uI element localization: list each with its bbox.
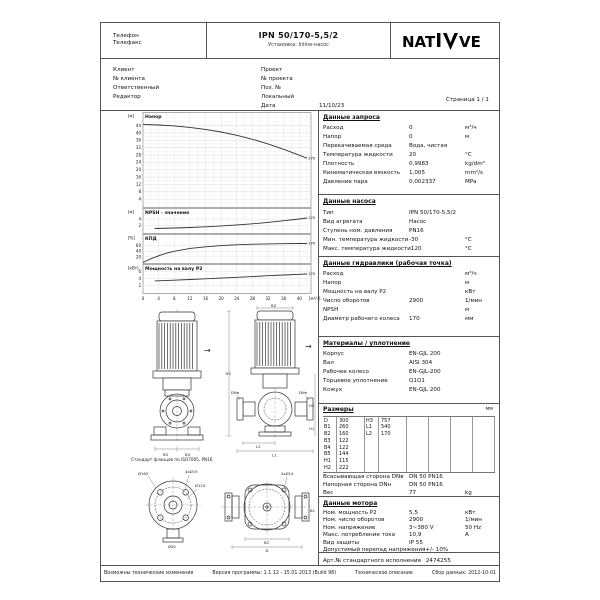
row-value: PN16 xyxy=(409,228,424,234)
row-unit: °C xyxy=(465,151,472,158)
data-column xyxy=(318,111,499,565)
row-value: 1,005 xyxy=(409,169,426,176)
section-pump xyxy=(319,195,499,257)
page-subtitle: Установка: Inline-насос xyxy=(268,41,329,48)
dims-cell: B1 xyxy=(324,424,331,431)
svg-text:16: 16 xyxy=(135,174,141,180)
dims-cell: H1 xyxy=(324,458,331,465)
row-unit xyxy=(465,377,495,386)
dims-cell: 170 xyxy=(381,431,391,438)
row-unit: м³/ч xyxy=(465,270,477,277)
row-value: 10,9 xyxy=(409,532,422,539)
page-title: IPN 50/170-5,5/2 xyxy=(258,31,339,40)
dims-cell: D xyxy=(324,417,328,424)
data-row xyxy=(323,142,495,151)
dim-label-dnv: DNв xyxy=(231,390,240,395)
section-rows xyxy=(323,350,495,395)
pump-top-view-drawing xyxy=(217,465,317,553)
section-rows xyxy=(323,124,495,187)
svg-text:40: 40 xyxy=(135,248,141,254)
row-value: DN 50 PN16 xyxy=(409,481,443,488)
row-label: Напорная сторона DNн xyxy=(323,481,392,488)
dims-cell: 260 xyxy=(339,424,349,431)
row-label: Макс. потребление тока xyxy=(323,532,396,539)
flow-arrow-icon: → xyxy=(204,346,211,355)
dims-value-column xyxy=(379,417,407,472)
data-row xyxy=(323,160,495,169)
article-number-value: 2474255 xyxy=(425,558,451,564)
header xyxy=(101,23,499,59)
row-value: 2900 xyxy=(409,517,424,524)
dims-cell: B3 xyxy=(324,437,331,444)
meta-block xyxy=(101,59,499,111)
flow-arrow-icon: → xyxy=(305,342,312,351)
dims-empty-column xyxy=(429,417,451,472)
svg-text:36: 36 xyxy=(135,137,141,143)
svg-text:КПД: КПД xyxy=(145,236,157,242)
footer xyxy=(101,565,499,581)
dimensions-header xyxy=(323,406,495,416)
row-unit: мм xyxy=(465,315,474,322)
row-unit xyxy=(465,473,495,481)
dims-cell: 122 xyxy=(339,437,349,444)
row-label: Температура жидкости xyxy=(323,151,393,158)
section-article-number xyxy=(319,553,499,565)
item-label: Проект xyxy=(261,67,283,73)
pump-front-view-drawing xyxy=(133,307,221,459)
row-label: NPSH xyxy=(323,306,339,313)
list-item xyxy=(261,102,425,111)
title-block xyxy=(207,23,391,58)
dims-cell: B2 xyxy=(324,431,331,438)
dim-label-b2: B2 xyxy=(271,303,277,309)
data-row xyxy=(323,517,495,525)
section-request xyxy=(319,111,499,195)
row-unit xyxy=(465,386,495,395)
row-unit xyxy=(465,540,495,548)
dim-label-b1: B1 xyxy=(310,508,316,513)
section-motor xyxy=(319,497,499,553)
row-label: Макс. температура жидкости xyxy=(323,246,411,252)
dims-cell: H2 xyxy=(324,465,331,472)
row-unit: kg/dm³ xyxy=(465,160,485,167)
item-value: 11/10/23 xyxy=(319,103,345,109)
dims-letter-column xyxy=(323,417,337,472)
svg-text:[м]: [м] xyxy=(128,113,135,119)
list-item xyxy=(261,75,425,84)
item-label: Локальный xyxy=(261,94,295,100)
meta-middle-column xyxy=(261,66,425,108)
flange-drawing xyxy=(137,467,213,549)
row-unit xyxy=(465,481,495,489)
section-title: Данные запроса xyxy=(323,114,380,121)
section-rows xyxy=(323,209,495,254)
item-label: Поз. № xyxy=(261,85,281,91)
dims-cell: 160 xyxy=(339,431,349,438)
dims-cell: B5 xyxy=(324,451,331,458)
data-row xyxy=(323,377,495,386)
fax-label: Телефакс xyxy=(113,40,142,46)
svg-text:40: 40 xyxy=(135,130,141,136)
section-title: Материалы / уплотнение xyxy=(323,340,410,347)
row-unit xyxy=(465,218,495,227)
dim-label-b2-top: B2 xyxy=(264,540,270,545)
data-row xyxy=(323,525,495,533)
row-label: Кожух xyxy=(323,386,343,393)
x-tick: 8 xyxy=(172,295,176,301)
row-value: 5,5 xyxy=(409,509,418,516)
row-unit: °C xyxy=(465,237,472,243)
row-unit: 50 Hz xyxy=(465,524,482,531)
x-tick: 36 xyxy=(281,295,287,301)
svg-text:170: 170 xyxy=(308,155,316,161)
x-tick: 4 xyxy=(157,295,160,301)
row-value: 2900 xyxy=(409,297,424,304)
contact-block xyxy=(101,23,207,58)
svg-text:170: 170 xyxy=(308,240,316,246)
data-row xyxy=(323,227,495,236)
row-value: Насос xyxy=(409,219,427,225)
row-label: Расход xyxy=(323,270,344,277)
x-tick: 32 xyxy=(265,295,271,301)
row-label: Вид защиты xyxy=(323,539,360,546)
svg-text:NPSH - значения: NPSH - значения xyxy=(145,210,190,216)
x-tick: 0 xyxy=(141,295,145,301)
section-title: Данные гидравлики (рабочая точка) xyxy=(323,260,452,267)
row-label: Плотность xyxy=(323,160,355,167)
dim-label-h1: H1 xyxy=(309,426,315,431)
section-hydraulics xyxy=(319,257,499,337)
dims-empty-column xyxy=(407,417,429,472)
data-row xyxy=(323,270,495,279)
svg-text:4: 4 xyxy=(138,216,141,222)
row-value: 120 xyxy=(410,246,422,252)
dims-value-column xyxy=(337,417,365,472)
row-label: Вес xyxy=(323,489,334,496)
dim-label-h2: H2 xyxy=(309,403,315,408)
row-label: Торцевое уплотнение xyxy=(323,377,388,384)
flange-standard-note: Стандарт фланцев по ISO7005, PN16 xyxy=(131,457,213,462)
data-row xyxy=(323,359,495,368)
row-unit: м³/ч xyxy=(465,124,477,131)
data-row xyxy=(323,236,495,245)
dims-cell: 122 xyxy=(339,444,349,451)
row-label: Мин. температура жидкости xyxy=(323,237,409,243)
row-label: Всасывающая сторона DNв xyxy=(323,473,404,480)
row-label: Диаметр рабочего колеса xyxy=(323,315,400,322)
section-materials xyxy=(319,337,499,404)
section-rows xyxy=(323,473,495,497)
row-unit: 1/мин xyxy=(465,297,482,304)
data-row xyxy=(323,133,495,142)
svg-text:12: 12 xyxy=(135,181,141,187)
row-value: IPN 50/170-5,5/2 xyxy=(409,210,457,216)
dims-empty-column xyxy=(473,417,495,472)
svg-text:6: 6 xyxy=(138,269,141,275)
dim-label-dnn: DNн xyxy=(299,390,308,395)
data-row xyxy=(323,510,495,518)
data-row xyxy=(323,315,495,324)
data-row xyxy=(323,151,495,160)
row-label: Тип xyxy=(323,210,334,216)
row-label: Перекачиваемая среда xyxy=(323,142,392,149)
svg-text:20: 20 xyxy=(135,167,141,173)
dims-cell: 115 xyxy=(339,458,349,465)
dim-label-mount-holes: 4xØ14 xyxy=(281,471,294,476)
row-label: Давление пара xyxy=(323,178,368,185)
logo-graphic xyxy=(401,30,489,52)
data-row xyxy=(323,218,495,227)
list-item xyxy=(261,93,425,102)
list-item: Техническое описание xyxy=(355,570,413,576)
row-unit: MPa xyxy=(465,178,477,185)
row-unit: А xyxy=(465,532,469,539)
dim-label-l1: L1 xyxy=(272,452,277,458)
svg-text:Мощность на валу P2: Мощность на валу P2 xyxy=(145,266,203,272)
row-value: EN-GJL-200 xyxy=(409,368,441,375)
row-label: Число оборотов xyxy=(323,297,370,304)
dim-label-l2: L2 xyxy=(256,444,261,449)
x-tick: 16 xyxy=(202,295,209,301)
row-value xyxy=(409,279,465,288)
svg-text:32: 32 xyxy=(135,145,141,151)
svg-text:2: 2 xyxy=(138,223,141,229)
section-rows xyxy=(323,510,495,554)
data-row xyxy=(323,368,495,377)
logo-text-left: NAT xyxy=(402,32,436,51)
list-item: Ответственный xyxy=(113,85,160,91)
row-value xyxy=(409,288,465,297)
dim-label-outer-diameter: Ø165 xyxy=(138,471,149,476)
data-row xyxy=(323,279,495,288)
data-row xyxy=(323,297,495,306)
row-unit xyxy=(465,142,495,151)
dims-cell: L2 xyxy=(366,431,372,438)
svg-text:170: 170 xyxy=(308,215,316,221)
dim-label-b4: B4 xyxy=(185,452,191,457)
row-unit xyxy=(465,368,495,377)
row-label: Вал xyxy=(323,359,334,366)
row-unit xyxy=(465,227,495,236)
row-unit xyxy=(465,350,495,359)
x-axis-unit: [м³/ч] xyxy=(309,295,321,301)
data-row xyxy=(323,306,495,315)
row-label: Кинематическая вязкость xyxy=(323,169,401,176)
data-row xyxy=(323,169,495,178)
dim-label-d: D xyxy=(265,548,269,553)
data-row xyxy=(323,473,495,481)
row-unit: кВт xyxy=(465,288,476,295)
dims-cell: 300 xyxy=(339,417,349,424)
dims-cell: L1 xyxy=(366,424,372,431)
dim-label-bolt-holes: 4xØ19 xyxy=(185,469,198,474)
svg-text:[кВт]: [кВт] xyxy=(128,265,139,271)
row-label: Допустимый перепад напряжения xyxy=(323,547,426,553)
dims-cell: 222 xyxy=(339,465,349,472)
dimensions-unit: мм xyxy=(485,406,493,412)
svg-text:20: 20 xyxy=(135,254,141,260)
section-title: Данные насоса xyxy=(323,198,376,205)
dims-cell: 144 xyxy=(339,451,349,458)
chart-power xyxy=(127,264,317,294)
row-unit: м xyxy=(465,306,470,313)
section-rows xyxy=(323,270,495,324)
svg-text:60: 60 xyxy=(135,243,141,249)
dims-cell: H3 xyxy=(366,417,373,424)
svg-text:8: 8 xyxy=(138,189,141,195)
item-label: Дата xyxy=(261,103,276,109)
logo-v-mark-icon xyxy=(437,33,458,50)
x-tick: 12 xyxy=(187,295,193,301)
chart-npsh xyxy=(127,208,317,234)
row-label: Ном. мощность P2 xyxy=(323,509,377,516)
list-item: Редактор xyxy=(113,94,141,100)
row-value: Q1Q1 xyxy=(409,377,425,384)
native-logo xyxy=(391,23,499,58)
row-unit: mm²/s xyxy=(465,169,483,176)
row-value: DN 50 PN16 xyxy=(409,473,443,480)
dims-empty-column xyxy=(451,417,473,472)
row-value: EN-GJL 200 xyxy=(409,386,441,393)
list-item: Возможны технические изменения xyxy=(104,570,194,576)
data-row xyxy=(323,489,495,497)
row-value: 0 xyxy=(409,133,413,140)
list-item: Сбор данных: 2012-10-01 xyxy=(431,570,496,576)
row-value xyxy=(409,306,465,315)
row-value xyxy=(409,270,465,279)
data-row xyxy=(323,245,495,254)
svg-text:2: 2 xyxy=(138,282,141,288)
row-value: 3~380 V xyxy=(409,524,434,531)
svg-text:[%]: [%] xyxy=(128,235,135,241)
row-value: 0,9983 xyxy=(409,160,429,167)
row-value: -30 xyxy=(409,237,419,243)
data-row xyxy=(323,124,495,133)
list-item xyxy=(261,84,425,93)
svg-text:4: 4 xyxy=(138,276,141,282)
row-unit: °C xyxy=(465,246,472,252)
dim-label-h3: H3 xyxy=(225,371,231,376)
svg-text:44: 44 xyxy=(135,122,141,128)
svg-text:[м]: [м] xyxy=(128,209,135,215)
row-value: 170 xyxy=(409,315,420,322)
list-item xyxy=(261,66,425,75)
charts-block xyxy=(127,112,321,305)
row-label: Корпус xyxy=(323,350,344,357)
item-label: № проекта xyxy=(261,76,293,82)
dims-cell: 540 xyxy=(381,424,391,431)
row-value: 20 xyxy=(409,151,417,158)
svg-text:28: 28 xyxy=(135,152,141,158)
list-item: Версия программы: 1.1.12 - 15.01.2013 (Build 98) xyxy=(212,570,337,576)
meta-right-column xyxy=(425,66,489,108)
chart-head xyxy=(127,112,317,208)
row-label: Ном. число оборотов xyxy=(323,517,385,524)
meta-left-column xyxy=(113,66,261,108)
charts-column xyxy=(101,111,321,565)
row-value: EN-GJL 200 xyxy=(409,350,441,357)
data-row xyxy=(323,178,495,187)
row-value: Вода, чистая xyxy=(409,142,448,149)
row-value: AISI 304 xyxy=(409,359,433,366)
row-unit: kg xyxy=(465,489,472,496)
list-item: № клиента xyxy=(113,76,145,82)
x-tick: 24 xyxy=(234,295,240,301)
data-row xyxy=(323,386,495,395)
svg-text:Напор: Напор xyxy=(145,114,162,120)
row-unit: 1/мин xyxy=(465,517,482,524)
row-value: +/- 10% xyxy=(425,547,449,553)
section-dimensions xyxy=(319,404,499,497)
row-unit: м xyxy=(465,133,470,140)
dims-cell: 757 xyxy=(381,417,391,424)
svg-text:24: 24 xyxy=(135,159,141,165)
data-row xyxy=(323,209,495,218)
row-label: Вид агрегата xyxy=(323,219,363,225)
chart-efficiency xyxy=(127,234,317,264)
row-label: Напор xyxy=(323,279,342,286)
dim-label-bolt-circle: Ø125 xyxy=(195,483,206,488)
logo-text-right: VE xyxy=(459,32,481,51)
phone-label: Телефон xyxy=(113,33,139,39)
row-unit xyxy=(465,359,495,368)
row-value: 0 xyxy=(409,124,413,131)
x-tick: 28 xyxy=(249,295,255,301)
svg-text:4: 4 xyxy=(138,196,141,202)
row-value: IP 55 xyxy=(409,539,423,546)
dims-cell: B4 xyxy=(324,444,331,451)
row-label: Рабочее колесо xyxy=(323,368,369,375)
section-title: Данные мотора xyxy=(323,500,378,507)
x-tick: 20 xyxy=(218,295,224,301)
datasheet-page xyxy=(100,22,500,582)
row-label: Мощность на валу P2 xyxy=(323,288,387,295)
row-label: Расход xyxy=(323,124,344,131)
row-unit xyxy=(465,209,495,218)
dim-label-b3: B3 xyxy=(163,452,169,457)
row-value: 0,002337 xyxy=(409,178,436,185)
data-row xyxy=(323,350,495,359)
row-label: Ступень ном. давления xyxy=(323,228,393,234)
row-label: Напор xyxy=(323,133,342,140)
dimensions-table xyxy=(323,416,495,473)
row-unit: кВт xyxy=(465,509,476,516)
row-unit: м xyxy=(465,279,470,286)
dim-label-bore: Ø50 xyxy=(168,544,176,549)
data-row xyxy=(323,481,495,489)
row-label: Ном. напряжение xyxy=(323,524,376,531)
x-tick: 40 xyxy=(296,295,302,301)
section-title: Размеры xyxy=(323,406,354,413)
page-number: Страница 1 / 1 xyxy=(445,97,489,103)
data-row xyxy=(323,532,495,540)
list-item: Клиент xyxy=(113,67,135,73)
main-area xyxy=(101,111,499,565)
svg-text:170: 170 xyxy=(308,270,316,276)
row-value: 77 xyxy=(409,489,417,496)
dims-letter-column xyxy=(365,417,379,472)
data-row xyxy=(323,288,495,297)
pump-side-view-drawing xyxy=(225,303,317,459)
article-number-label: Арт.№ стандартного исполнения xyxy=(323,558,421,564)
